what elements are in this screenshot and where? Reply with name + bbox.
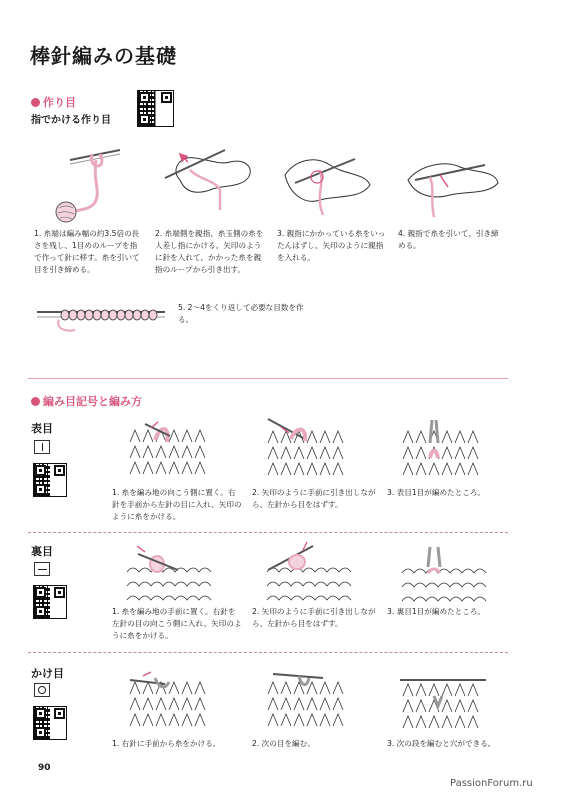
section-heading-cast-on [31,94,76,110]
yarn-over-step2-caption: 2. 次の目を編む。 [252,739,315,748]
knit-step3-caption: 3. 表目1目が編めたところ。 [387,488,486,497]
yarn-over-symbol-icon [34,683,50,697]
symbol-name-purl: 裏目 [31,545,53,558]
section-divider [28,378,508,379]
cast-on-step5-caption: 5. 2～4をくり返して必要な目数を作る。 [178,303,304,324]
purl-step1-caption: 1. 糸を編み地の手前に置く。右針を左針の目の向こう側に入れ、矢印のように糸をかける。 [112,607,242,640]
cast-on-step1-illustration [48,140,138,225]
yarn-over-step3-illustration [398,672,490,732]
cast-on-step2-caption: 2. 糸端側を親指、糸玉側の糸を人差し指にかける。矢印のように針を入れて、かかった糸を親指のループから引き出す。 [155,229,264,274]
knit-step2-caption: 2. 矢印のように手前に引き出しながら、左針から目をはずす。 [252,488,376,509]
section-subtitle: 指でかける作り目 [31,115,111,126]
page-title: 棒針編みの基礎 [30,44,177,68]
purl-step2-caption: 2. 矢印のように手前に引き出しながら、左針から目をはずす。 [252,607,376,628]
cast-on-step3-illustration [275,145,375,220]
watermark: PassionForum.ru [450,778,533,789]
purl-symbol-icon [34,562,50,576]
knit-step1-caption: 1. 糸を編み地の向こう側に置く。右針を手前から左針の目に入れ、矢印のように糸をかける。 [112,488,242,521]
row-divider [28,532,508,533]
yarn-over-step2-illustration [263,668,355,730]
cast-on-step3-caption: 3. 親指にかかっている糸をいったんはずし、矢印のように親指を入れる。 [277,229,386,262]
page-number: 90 [38,763,51,773]
knit-step1-illustration [125,420,217,482]
qr-code-icon[interactable] [33,706,67,740]
symbol-name-yarn-over: かけ目 [31,667,64,680]
yarn-over-step1-caption: 1. 右針に手前から糸をかける。 [112,739,221,748]
row-divider [28,652,508,653]
purl-step3-caption: 3. 裏目1目が編めたところ。 [387,607,486,616]
bullet-icon [31,397,40,406]
qr-code-icon[interactable] [33,585,67,619]
bullet-icon [31,98,40,107]
cast-on-step4-illustration [400,145,500,220]
yarn-over-step3-caption: 3. 次の段を編むと穴ができる。 [387,739,496,748]
purl-step3-illustration [398,545,490,605]
purl-step2-illustration [263,540,355,604]
section-label: 作り目 [43,96,76,109]
knit-step2-illustration [263,415,355,483]
yarn-over-step1-illustration [125,670,217,730]
knit-step3-illustration [398,418,490,483]
cast-on-step2-illustration [160,140,260,220]
qr-code-icon[interactable] [137,90,174,127]
purl-step1-illustration [123,542,217,604]
qr-code-icon[interactable] [33,463,67,497]
section-label: 編み目記号と編み方 [43,395,142,408]
cast-on-step1-caption: 1. 糸端は編み幅の約3.5倍の長さを残し、1目めのループを指で作って針に移す。糸を引いて目を引き締める。 [34,229,140,274]
symbol-name-knit: 表目 [31,422,53,435]
cast-on-step5-illustration [35,300,170,340]
knit-symbol-icon [34,440,50,454]
section-heading-symbols [31,393,142,409]
cast-on-step4-caption: 4. 親指で糸を引いて、引き締める。 [398,229,499,250]
